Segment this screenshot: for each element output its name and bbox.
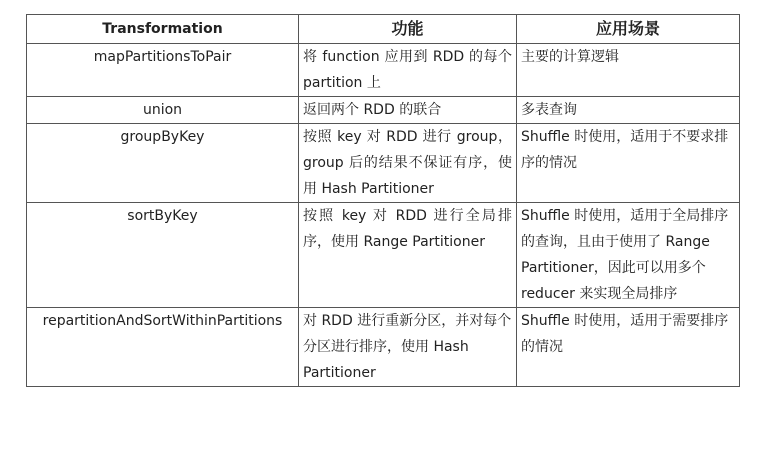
header-transformation: Transformation [27, 15, 299, 44]
cell-function: 按照 key 对 RDD 进行 group，group 后的结果不保证有序，使用 Hash Partitioner [299, 124, 517, 203]
cell-transformation: sortByKey [27, 203, 299, 308]
cell-scenario: Shuffle 时使用，适用于需要排序的情况 [517, 308, 740, 387]
table-row [27, 97, 740, 124]
table-row [27, 124, 740, 203]
cell-function: 按照 key 对 RDD 进行全局排序，使用 Range Partitioner [299, 203, 517, 308]
header-function: 功能 [299, 15, 517, 44]
cell-scenario: 主要的计算逻辑 [517, 44, 740, 97]
cell-transformation: union [27, 97, 299, 124]
cell-function: 将 function 应用到 RDD 的每个 partition 上 [299, 44, 517, 97]
cell-transformation: mapPartitionsToPair [27, 44, 299, 97]
cell-scenario: Shuffle 时使用，适用于全局排序的查询，且由于使用了 Range Partitioner，因此可以用多个 reducer 来实现全局排序 [517, 203, 740, 308]
table-header-row [27, 15, 740, 44]
table-row [27, 308, 740, 387]
cell-scenario: Shuffle 时使用，适用于不要求排序的情况 [517, 124, 740, 203]
cell-function: 返回两个 RDD 的联合 [299, 97, 517, 124]
table-row [27, 203, 740, 308]
cell-function: 对 RDD 进行重新分区，并对每个分区进行排序，使用 Hash Partitioner [299, 308, 517, 387]
transformation-table [26, 14, 740, 387]
table-row [27, 44, 740, 97]
header-scenario: 应用场景 [517, 15, 740, 44]
cell-transformation: groupByKey [27, 124, 299, 203]
cell-transformation: repartitionAndSortWithinPartitions [27, 308, 299, 387]
cell-scenario: 多表查询 [517, 97, 740, 124]
